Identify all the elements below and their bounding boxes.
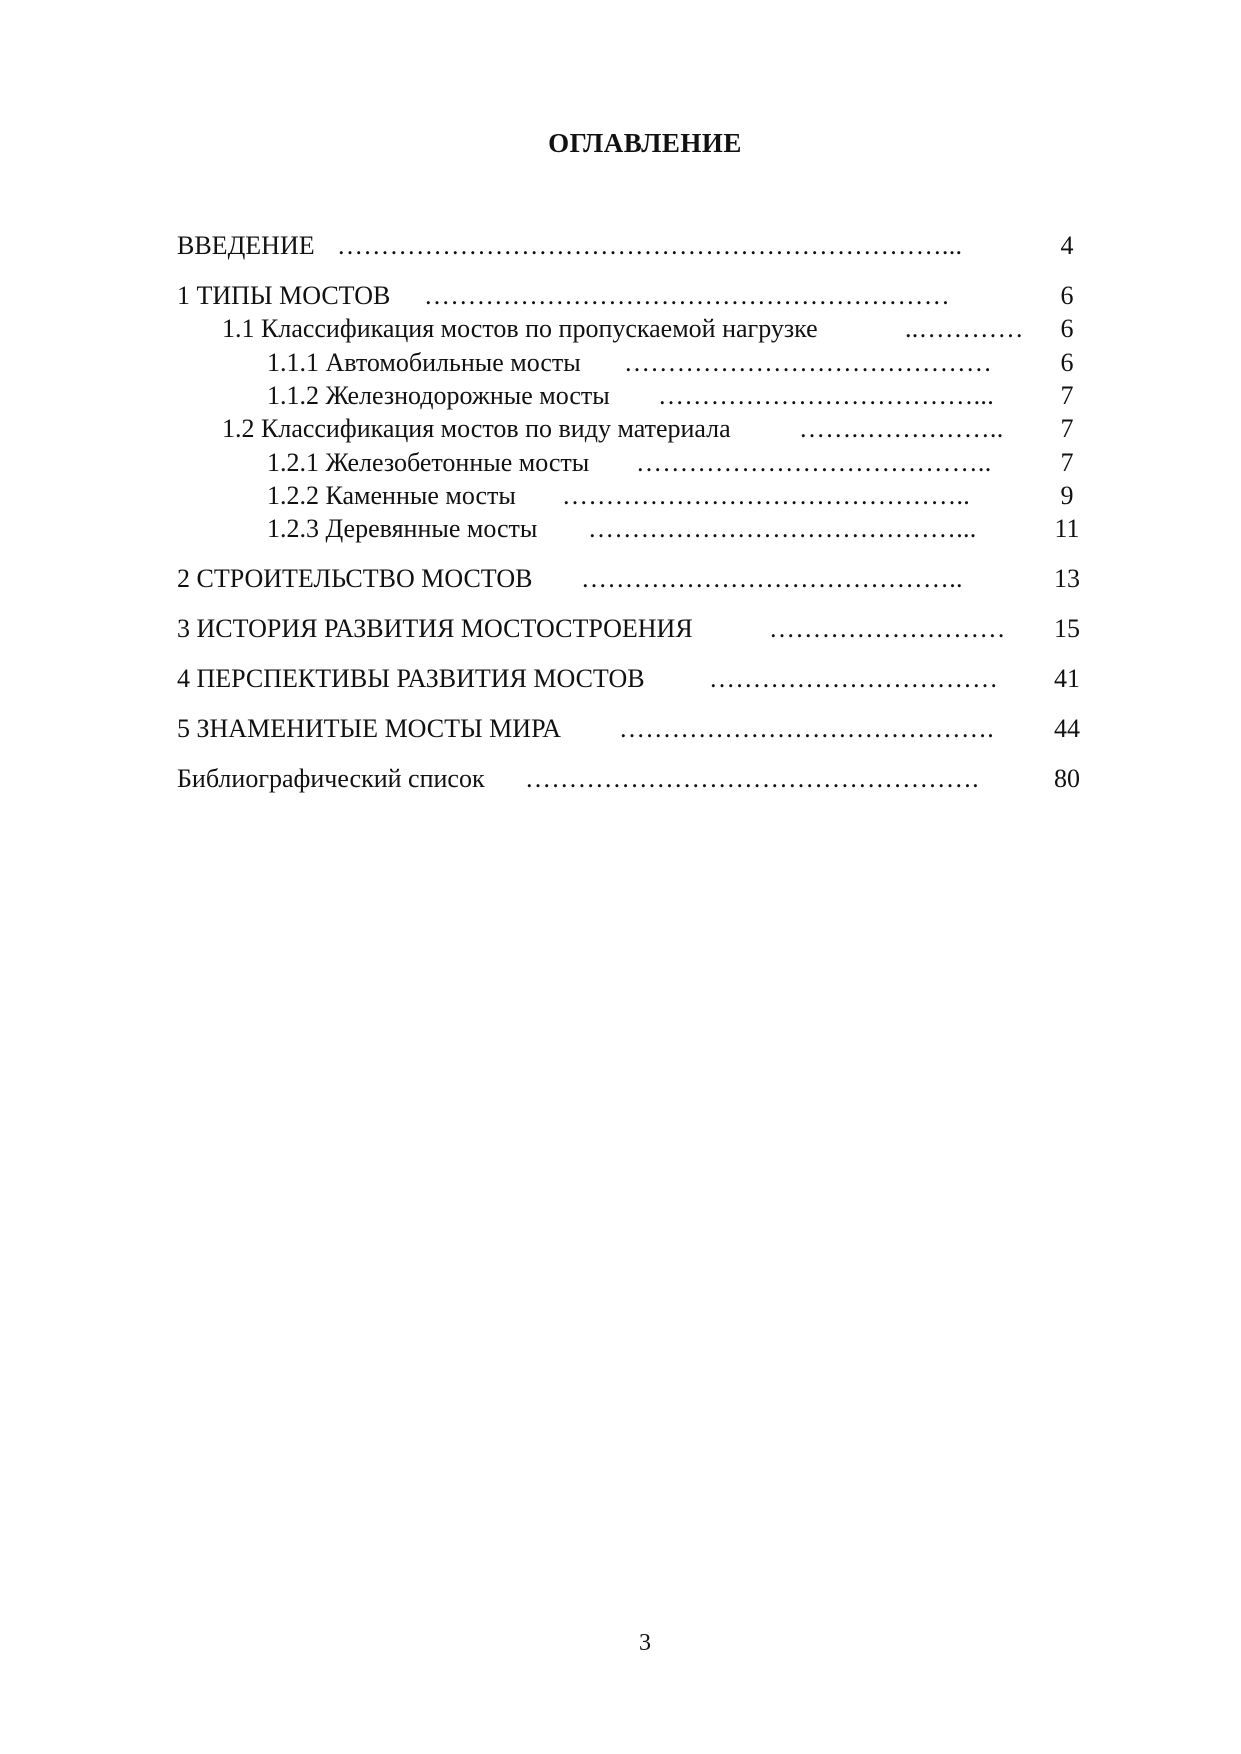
toc-page-number: 6: [1060, 314, 1074, 343]
toc-entry-bibliography[interactable]: [177, 762, 1087, 796]
toc-leader-dots: ……………………………………………………………...: [337, 231, 963, 260]
toc-entry-section-1-2-1[interactable]: [177, 446, 1087, 480]
toc-page-number: 7: [1060, 414, 1074, 443]
toc-leader-dots: ……………………………………...: [588, 514, 977, 543]
toc-entry-title: 1.2.2 Каменные мосты: [267, 481, 516, 510]
toc-entry-chapter-2[interactable]: [177, 562, 1087, 596]
toc-entry-chapter-1[interactable]: [177, 279, 1087, 313]
toc-leader-dots: ………………………: [769, 614, 1006, 643]
toc-entry-section-1-1-2[interactable]: [177, 379, 1087, 413]
toc-entry-introduction[interactable]: [177, 229, 1087, 263]
toc-page-number: 80: [1054, 764, 1080, 793]
toc-entry-section-1-1-1[interactable]: [177, 346, 1087, 380]
toc-leader-dots: ……………………………………………………: [424, 281, 950, 310]
toc-entry-title: ВВЕДЕНИЕ: [177, 231, 315, 260]
toc-entry-title: 1.2.1 Железобетонные мосты: [267, 448, 590, 477]
toc-page-number: 4: [1060, 231, 1074, 260]
toc-entry-title: 1.2 Классификация мостов по виду материала: [222, 414, 731, 443]
toc-page-number: 41: [1054, 664, 1080, 693]
toc-entry-title: 1 ТИПЫ МОСТОВ: [177, 281, 391, 310]
toc-page-number: 44: [1054, 714, 1080, 743]
toc-entry-chapter-5[interactable]: [177, 712, 1087, 746]
toc-leader-dots: …………………………………..: [636, 448, 992, 477]
toc-entry-section-1-2-2[interactable]: [177, 479, 1087, 513]
toc-entry-title: 1.1.2 Железнодорожные мосты: [267, 381, 610, 410]
toc-entry-title: 1.2.3 Деревянные мосты: [267, 514, 538, 543]
toc-leader-dots: ……………………………………: [624, 348, 993, 377]
toc-entry-section-1-1[interactable]: [177, 312, 1087, 346]
toc-leader-dots: ……………………………: [709, 664, 999, 693]
toc-entry-title: 1.1 Классификация мостов по пропускаемой нагрузке: [222, 314, 818, 343]
toc-leader-dots: ……………………………………..: [581, 564, 963, 593]
toc-entry-title: 4 ПЕРСПЕКТИВЫ РАЗВИТИЯ МОСТОВ: [177, 664, 645, 693]
toc-page-number: 7: [1060, 448, 1074, 477]
toc-entry-chapter-4[interactable]: [177, 662, 1087, 696]
toc-leader-dots: ………………………………...: [658, 381, 994, 410]
toc-page-number: 13: [1054, 564, 1080, 593]
toc-entry-section-1-2[interactable]: [177, 412, 1087, 446]
toc-entry-section-1-2-3[interactable]: [177, 512, 1087, 546]
toc-leader-dots: …………………………………….: [619, 714, 994, 743]
page-title: ОГЛАВЛЕНИЕ: [548, 128, 742, 158]
toc-entry-title: Библиографический список: [177, 764, 485, 793]
toc-entry-title: 1.1.1 Автомобильные мосты: [267, 348, 581, 377]
toc-leader-dots: …………………………………………….: [525, 764, 979, 793]
toc-leader-dots: ..…………: [905, 314, 1024, 343]
toc-entry-title: 3 ИСТОРИЯ РАЗВИТИЯ МОСТОСТРОЕНИЯ: [177, 614, 693, 643]
toc-leader-dots: …….……………..: [799, 414, 1004, 443]
toc-page-number: 6: [1060, 281, 1074, 310]
toc-entry-chapter-3[interactable]: [177, 612, 1087, 646]
toc-entry-title: 5 ЗНАМЕНИТЫЕ МОСТЫ МИРА: [177, 714, 561, 743]
toc-page-number: 11: [1054, 514, 1080, 543]
toc-page-number: 7: [1060, 381, 1074, 410]
page-number: 3: [639, 1630, 651, 1656]
toc-page-number: 15: [1054, 614, 1080, 643]
toc-leader-dots: ………………………………………..: [562, 481, 971, 510]
toc-page-number: 6: [1060, 348, 1074, 377]
toc-page-number: 9: [1060, 481, 1074, 510]
toc-entry-title: 2 СТРОИТЕЛЬСТВО МОСТОВ: [177, 564, 533, 593]
